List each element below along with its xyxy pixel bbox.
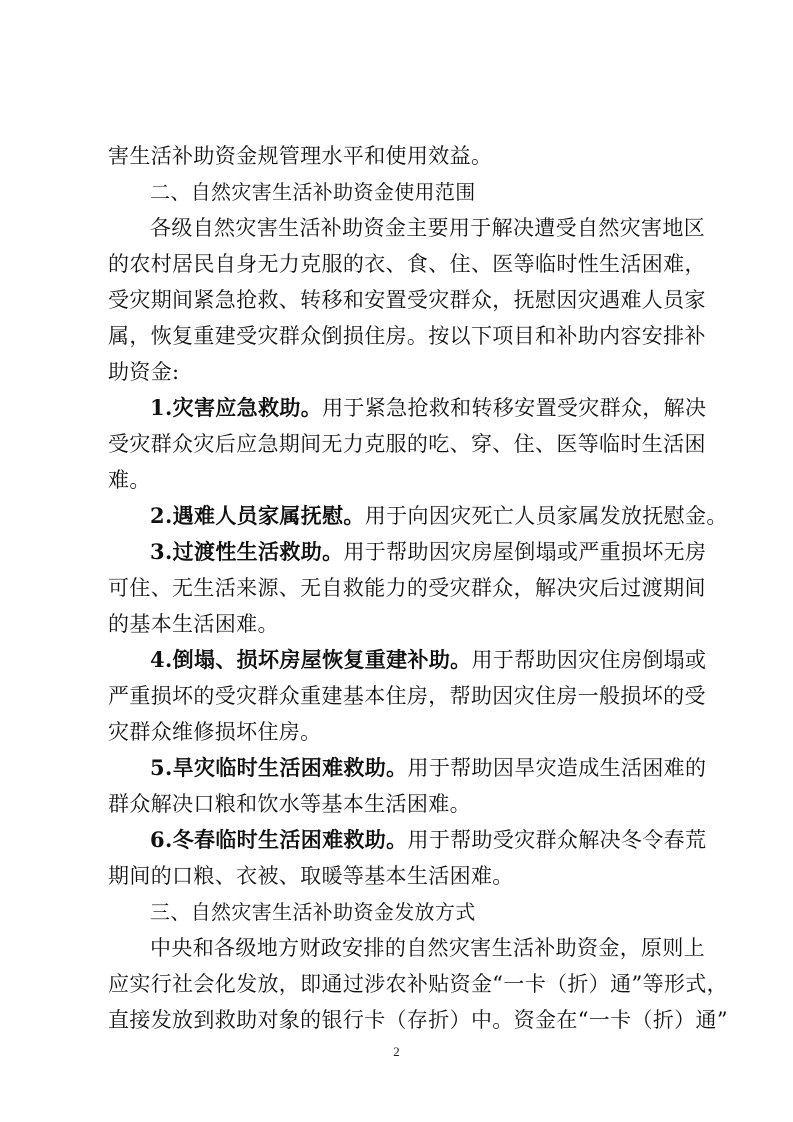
item-text: 用于帮助因灾住房倒塌或 [471,648,707,672]
body-text-line: 受灾期间紧急抢救、转移和安置受灾群众，抚慰因灾遇难人员家 [108,288,706,312]
list-item-emergency [150,390,706,426]
item-title: 6.冬春临时生活困难救助。 [150,827,408,852]
item-title: 3.过渡性生活救助。 [150,539,344,564]
body-text-line: 的基本生活困难。 [108,612,279,636]
body-text-line: 严重损坏的受灾群众重建基本住房，帮助因灾住房一般损坏的受 [108,684,706,708]
list-item-winter [150,822,706,858]
page-number: 2 [393,1044,400,1059]
item-title: 5.旱灾临时生活困难救助。 [150,755,408,780]
body-text-line: 直接发放到救助对象的银行卡（存折）中。资金在“一卡（折）通” [108,1008,728,1032]
body-text-line: 应实行社会化发放，即通过涉农补贴资金“一卡（折）通”等形式， [108,972,728,996]
body-text-line: 中央和各级地方财政安排的自然灾害生活补助资金，原则上 [150,936,706,960]
item-text: 用于紧急抢救和转移安置受灾群众，解决 [322,396,707,420]
body-text-line: 可住、无生活来源、无自救能力的受灾群众，解决灾后过渡期间 [108,576,706,600]
item-text: 用于帮助因灾房屋倒塌或严重损坏无房 [343,540,707,564]
body-text-line: 属，恢复重建受灾群众倒损住房。按以下项目和补助内容安排补 [108,324,706,348]
item-text: 用于帮助因旱灾造成生活困难的 [407,756,707,780]
body-text-line: 灾群众维修损坏住房。 [108,720,322,744]
body-text-line: 期间的口粮、衣被、取暖等基本生活困难。 [108,864,514,888]
body-text-line: 害生活补助资金规管理水平和使用效益。 [108,144,493,168]
item-text: 用于向因灾死亡人员家属发放抚慰金。 [364,504,728,528]
body-text-line: 各级自然灾害生活补助资金主要用于解决遭受自然灾害地区 [150,216,706,240]
list-item-drought [150,750,706,786]
list-item-rebuild [150,642,706,678]
body-text-line: 助资金: [108,360,180,384]
item-title: 2.遇难人员家属抚慰。 [150,503,365,528]
list-item-condolence [150,498,728,534]
body-text-line: 受灾群众灾后应急期间无力克服的吃、穿、住、医等临时生活困 [108,432,706,456]
body-text-line: 群众解决口粮和饮水等基本生活困难。 [108,792,471,816]
section-heading-scope: 二、自然灾害生活补助资金使用范围 [150,180,476,204]
list-item-transition [150,534,706,570]
item-title: 4.倒塌、损坏房屋恢复重建补助。 [150,647,472,672]
body-text-line: 的农村居民自身无力克服的衣、食、住、医等临时性生活困难， [108,252,706,276]
body-text-line: 难。 [108,468,151,492]
item-text: 用于帮助受灾群众解决冬令春荒 [407,828,707,852]
section-heading-distribution: 三、自然灾害生活补助资金发放方式 [150,900,476,924]
item-title: 1.灾害应急救助。 [150,395,323,420]
